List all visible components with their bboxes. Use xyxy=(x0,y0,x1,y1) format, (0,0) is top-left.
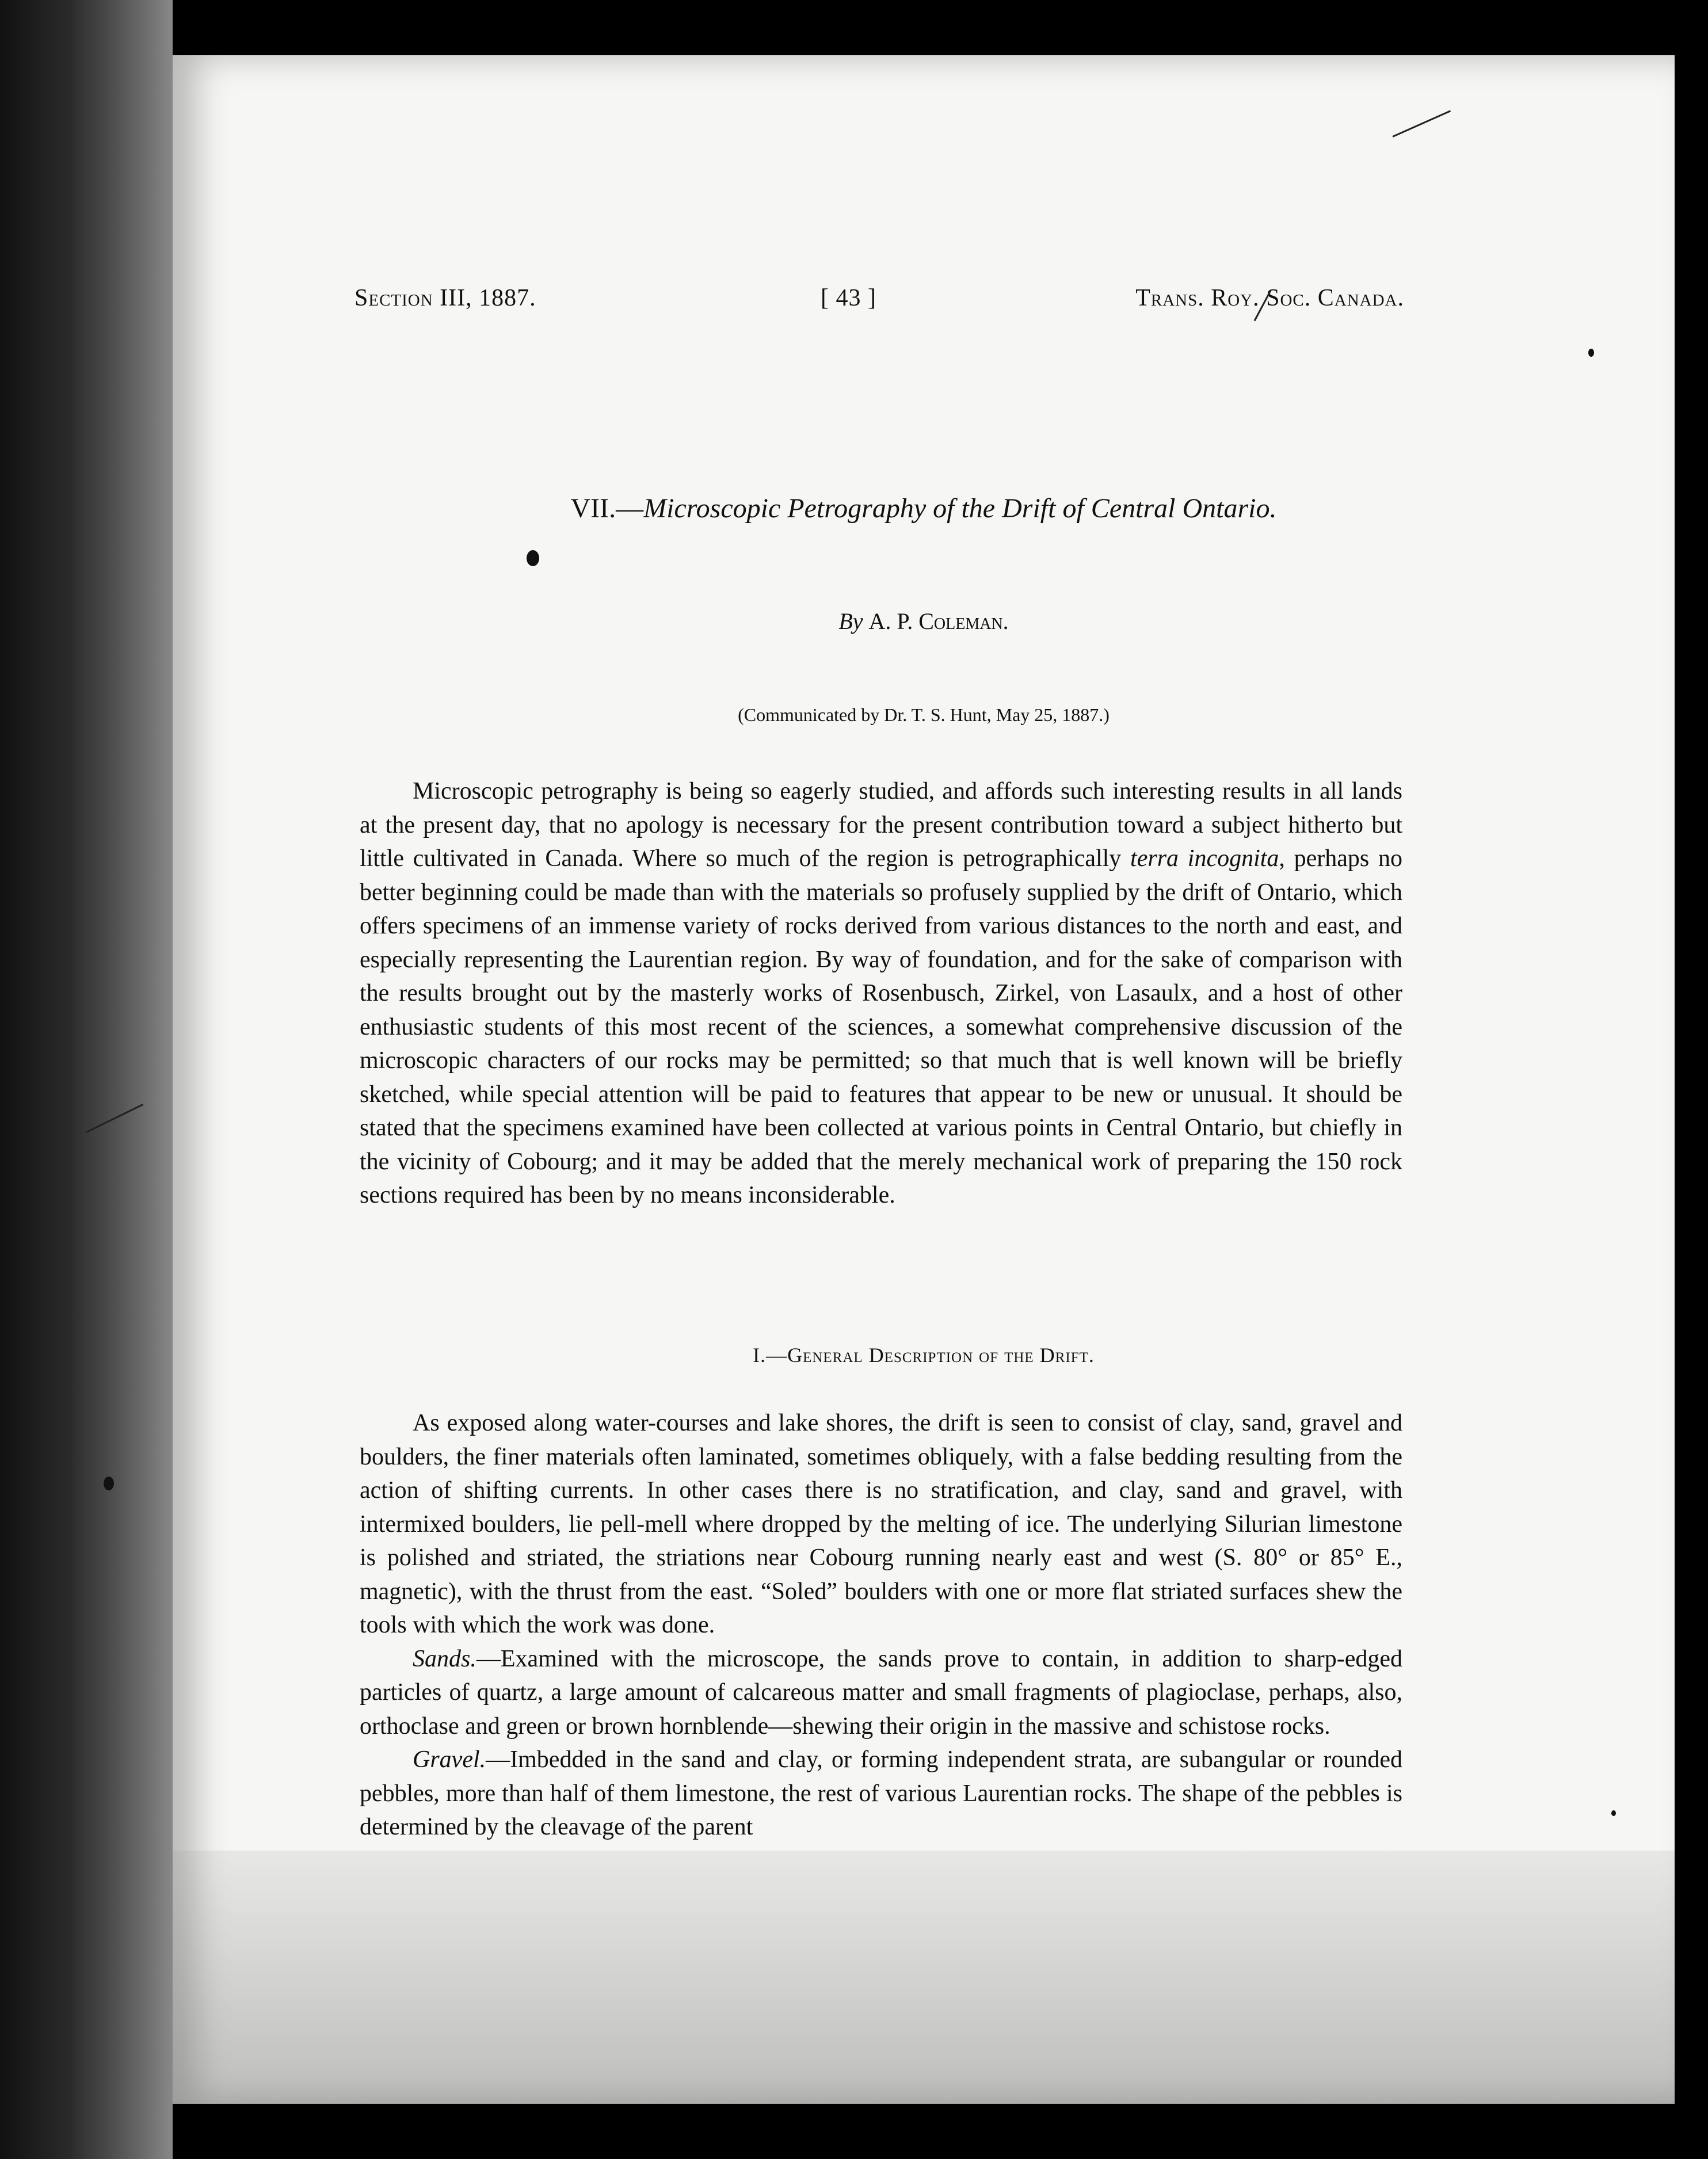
section-body xyxy=(360,1406,1402,1844)
gravel-run-in: Gravel. xyxy=(413,1746,486,1773)
sands-text: —Examined with the microscope, the sands prove to contain, in addition to sharp-edged particles of quartz, a large amount of calcareous matter and small fragments of plagioclase, perhaps, also, orthoclase and green or brown hornblende—shewing their origin in the massive and schistose rocks. xyxy=(360,1645,1402,1740)
gravel-paragraph xyxy=(360,1743,1402,1844)
intro-paragraph xyxy=(360,775,1402,1212)
author-name: A. P. Coleman. xyxy=(868,608,1009,634)
byline xyxy=(173,608,1675,635)
gravel-text: —Imbedded in the sand and clay, or forming independent strata, are subangular or rounded pebbles, more than half of them limestone, the rest of various Laurentian rocks. The shape of the pebbles is determined by the cleavage of the parent xyxy=(360,1746,1402,1840)
intro-italic-term: terra incognita xyxy=(1130,845,1279,872)
scan-speck xyxy=(104,1477,114,1490)
scan-edge-shadow xyxy=(0,0,173,2159)
drift-paragraph: As exposed along water-courses and lake shores, the drift is seen to consist of clay, sand, gravel and boulders, the finer materials often laminated, sometimes obliquely, with a false bedding resulting from the action of shifting currents. In other cases there is no stratification, and clay, sand and gravel, with intermixed boulders, lie pell-mell where dropped by the melting of ice. The underlying Silurian limestone is polished and striated, the striations near Cobourg running nearly east and west (S. 80° or 85° E., magnetic), with the thrust from the east. “Soled” boulders with one or more flat striated surfaces shew the tools with which the work was done. xyxy=(360,1410,1402,1638)
scan-scratch xyxy=(1392,110,1451,137)
scan-speck xyxy=(1588,349,1594,357)
scan-speck xyxy=(1611,1810,1616,1816)
intro-text-part1: Microscopic petrography is being so eagerly studied, and affords such interesting results in all lands at the present day, that no apology is necessary for the present contribution toward a subject hitherto but little cultivated in Canada. Where so much of the region is petrographically xyxy=(360,778,1402,872)
intro-section xyxy=(360,775,1402,1212)
article-number: VII.— xyxy=(570,493,644,524)
article-title xyxy=(173,493,1675,524)
intro-text-part2: , perhaps no better beginning could be made than with the materials so profusely supplied by the drift of Ontario, which offers specimens of an immense variety of rocks derived from various distances to the north and east, and especially representing the Laurentian region. By way of foundation, and for the sake of comparison with the results brought out by the masterly works of Rosenbusch, Zirkel, von Lasaulx, and a host of other enthusiastic students of this most recent of the sciences, a somewhat comprehensive discussion of the microscopic characters of our rocks may be permitted; so that much that is well known will be briefly sketched, while special attention will be paid to features that appear to be new or unusual. It should be stated that the specimens examined have been collected at various points in Central Ontario, but chiefly in the vicinity of Cobourg; and it may be added that the merely mechanical work of preparing the 150 rock sections required has been by no means inconsiderable. xyxy=(360,845,1402,1208)
page-number: [ 43 ] xyxy=(821,285,876,311)
document-page xyxy=(173,55,1675,2104)
page-bottom-shading xyxy=(173,1851,1675,2104)
byline-by: By xyxy=(838,608,863,634)
article-title-text: Microscopic Petrography of the Drift of Central Ontario. xyxy=(643,493,1277,524)
communicated-note: (Communicated by Dr. T. S. Hunt, May 25, 1887.) xyxy=(738,704,1110,725)
scan-speck xyxy=(527,550,539,566)
running-head xyxy=(173,284,1675,325)
running-head-section: Section III, 1887. xyxy=(354,285,536,311)
sands-paragraph xyxy=(360,1642,1402,1744)
section-heading: I.—General Description of the Drift. xyxy=(753,1344,1095,1367)
sands-run-in: Sands. xyxy=(413,1645,476,1672)
running-head-journal: Trans. Roy. Soc. Canada. xyxy=(1135,285,1404,311)
